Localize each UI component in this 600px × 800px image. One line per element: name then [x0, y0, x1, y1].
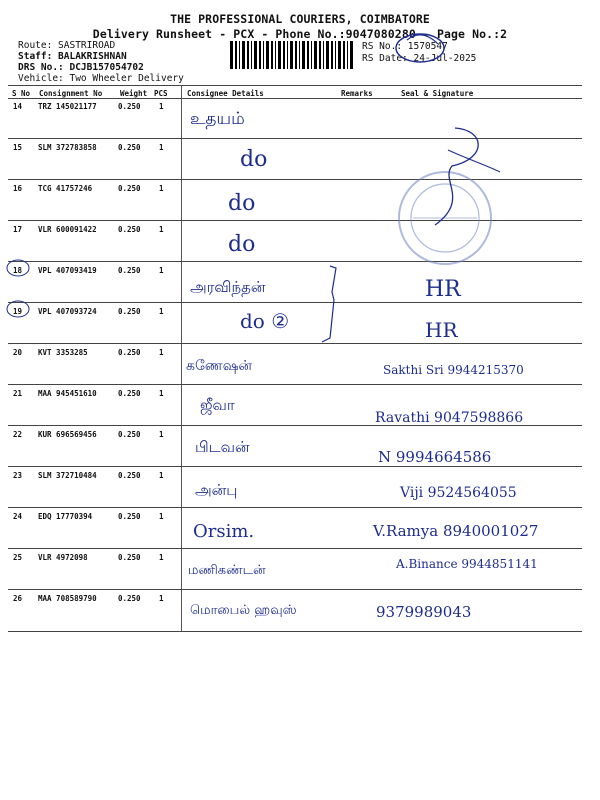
barcode-bar [331, 41, 333, 69]
row-24-seal: V.Ramya 8940001027 [373, 522, 539, 540]
row-14-consignee: உதயம் [190, 109, 245, 129]
row-15-pcs: 1 [159, 143, 164, 152]
row-14-pcs: 1 [159, 102, 164, 111]
col-seal: Seal & Signature [401, 89, 474, 98]
row-18-pcs: 1 [159, 266, 164, 275]
row-20-pcs: 1 [159, 348, 164, 357]
courier-stamp [395, 168, 495, 268]
row-19-sno: 19 [13, 307, 23, 316]
row-26-weight: 0.250 [118, 594, 141, 603]
row-22-seal: N 9994664586 [378, 448, 492, 466]
col-weight: Weight [120, 89, 148, 98]
row-25-consignee: மணிகண்டன் [188, 563, 266, 578]
barcode-bar [323, 41, 324, 69]
row-19-rule [8, 343, 582, 344]
row-15-consignment: SLM 372783858 [38, 143, 97, 152]
rs-number: RS No.: 1570547 [362, 41, 448, 52]
row-23-consignment: SLM 372710484 [38, 471, 97, 480]
row-22-pcs: 1 [159, 430, 164, 439]
row-21-consignee: ஜீவா [200, 396, 235, 414]
barcode-bar [314, 41, 317, 69]
row-21-rule [8, 425, 582, 426]
row-21-weight: 0.250 [118, 389, 141, 398]
barcode-bar [319, 41, 321, 69]
col-remarks: Remarks [341, 89, 373, 98]
row-25-seal: A.Binance 9944851141 [396, 557, 538, 571]
row-26-pcs: 1 [159, 594, 164, 603]
barcode-bar [275, 41, 276, 69]
row-19-seal: HR [425, 318, 458, 342]
barcode-bar [295, 41, 297, 69]
row-23-pcs: 1 [159, 471, 164, 480]
row-15-weight: 0.250 [118, 143, 141, 152]
row-23-weight: 0.250 [118, 471, 141, 480]
row-18-consignee: அரவிந்தன் [190, 278, 266, 296]
row-19-consignee: do ② [240, 309, 290, 333]
row-25-weight: 0.250 [118, 553, 141, 562]
row-16-pcs: 1 [159, 184, 164, 193]
row-22-rule [8, 466, 582, 467]
row-17-consignment: VLR 600091422 [38, 225, 97, 234]
row-25-pcs: 1 [159, 553, 164, 562]
row-15-sno: 15 [13, 143, 23, 152]
barcode-bar [347, 41, 348, 69]
rows-18-19-bracket [322, 266, 336, 342]
barcode-bar [251, 41, 252, 69]
row-24-weight: 0.250 [118, 512, 141, 521]
row-23-sno: 23 [13, 471, 23, 480]
header-bottom-rule [8, 98, 582, 99]
row-18-weight: 0.250 [118, 266, 141, 275]
barcode-bar [290, 41, 293, 69]
route-label: Route: SASTRIROAD [18, 40, 116, 51]
row-26-consignment: MAA 708589790 [38, 594, 97, 603]
barcode-bar [343, 41, 345, 69]
row-25-sno: 25 [13, 553, 23, 562]
barcode-bar [230, 41, 233, 69]
row-21-consignment: MAA 945451610 [38, 389, 97, 398]
col-consignee: Consignee Details [187, 89, 264, 98]
runsheet-title: Delivery Runsheet - PCX - Phone No.:9047080280 - Page No.:2 [92, 27, 508, 41]
row-16-consignee: do [228, 191, 256, 216]
row-20-sno: 20 [13, 348, 23, 357]
barcode-bar [307, 41, 309, 69]
row-24-sno: 24 [13, 512, 23, 521]
col-sno: S No [12, 89, 31, 98]
row-18-rule [8, 302, 582, 303]
row-14-weight: 0.250 [118, 102, 141, 111]
company-title: THE PROFESSIONAL COURIERS, COIMBATORE [170, 12, 430, 26]
row-17-pcs: 1 [159, 225, 164, 234]
barcode-bar [242, 41, 245, 69]
row-19-weight: 0.250 [118, 307, 141, 316]
barcode-bar [283, 41, 285, 69]
row-24-consignment: EDQ 17770394 [38, 512, 93, 521]
barcode-bar [302, 41, 305, 69]
barcode-bar [266, 41, 269, 69]
row-18-consignment: VPL 407093419 [38, 266, 97, 275]
col-pcs: PCS [154, 89, 168, 98]
row-18-sno: 18 [13, 266, 23, 275]
row-24-rule [8, 548, 582, 549]
col-consignment: Consignment No [39, 89, 103, 98]
row-14-sno: 14 [13, 102, 23, 111]
barcode-bar [235, 41, 237, 69]
row-24-pcs: 1 [159, 512, 164, 521]
barcode-bar [338, 41, 341, 69]
barcode-bar [287, 41, 288, 69]
row-17-sno: 17 [13, 225, 23, 234]
barcode-graphic [230, 41, 354, 69]
row-17-weight: 0.250 [118, 225, 141, 234]
barcode-bar [254, 41, 257, 69]
row-21-seal: Ravathi 9047598866 [375, 410, 524, 426]
row-16-sno: 16 [13, 184, 23, 193]
row-26-seal: 9379989043 [376, 603, 472, 621]
row-21-sno: 21 [13, 389, 23, 398]
row-24-consignee: Orsim. [193, 521, 255, 542]
row-22-sno: 22 [13, 430, 23, 439]
row-14-rule [8, 138, 582, 139]
row-16-weight: 0.250 [118, 184, 141, 193]
row-18-seal: HR [425, 277, 461, 302]
barcode-bar [271, 41, 273, 69]
row-20-seal: Sakthi Sri 9944215370 [383, 363, 524, 377]
consignee-column-divider [181, 85, 182, 632]
row-15-consignee: do [240, 147, 268, 172]
row-20-consignee: கணேஷன் [186, 358, 252, 374]
row-25-rule [8, 589, 582, 590]
row-23-consignee: அன்பு [195, 481, 238, 499]
row-22-consignee: பிடவன் [195, 438, 250, 456]
row-26-consignee: மொபைல் ஹவுஸ் [190, 603, 297, 618]
row-21-pcs: 1 [159, 389, 164, 398]
row-19-consignment: VPL 407093724 [38, 307, 97, 316]
row-20-weight: 0.250 [118, 348, 141, 357]
drs-number: DRS No.: DCJB157054702 [18, 62, 144, 73]
row-16-rule [8, 220, 582, 221]
barcode-bar [247, 41, 249, 69]
barcode-bar [278, 41, 281, 69]
header-top-rule [8, 85, 582, 86]
barcode-bar [263, 41, 264, 69]
barcode-bar [259, 41, 261, 69]
row-19-pcs: 1 [159, 307, 164, 316]
barcode-bar [299, 41, 300, 69]
barcode-bar [311, 41, 312, 69]
barcode-bar [326, 41, 329, 69]
row-26-rule [8, 631, 582, 632]
row-20-consignment: KVT 3353285 [38, 348, 88, 357]
row-23-seal: Viji 9524564055 [400, 485, 517, 501]
row-22-consignment: KUR 696569456 [38, 430, 97, 439]
row-22-weight: 0.250 [118, 430, 141, 439]
barcode-bar [335, 41, 336, 69]
row-16-consignment: TCG 41757246 [38, 184, 93, 193]
row-26-sno: 26 [13, 594, 23, 603]
vehicle-label: Vehicle: Two Wheeler Delivery [18, 73, 184, 84]
barcode-bar [239, 41, 240, 69]
barcode-bar [350, 41, 353, 69]
row-17-rule [8, 261, 582, 262]
row-20-rule [8, 384, 582, 385]
rs-date: RS Date: 24-Jul-2025 [362, 53, 477, 64]
row-17-consignee: do [228, 232, 256, 257]
row-23-rule [8, 507, 582, 508]
row-14-consignment: TRZ 145021177 [38, 102, 97, 111]
staff-label: Staff: BALAKRISHNAN [18, 51, 127, 62]
row-15-rule [8, 179, 582, 180]
row-25-consignment: VLR 4972098 [38, 553, 88, 562]
